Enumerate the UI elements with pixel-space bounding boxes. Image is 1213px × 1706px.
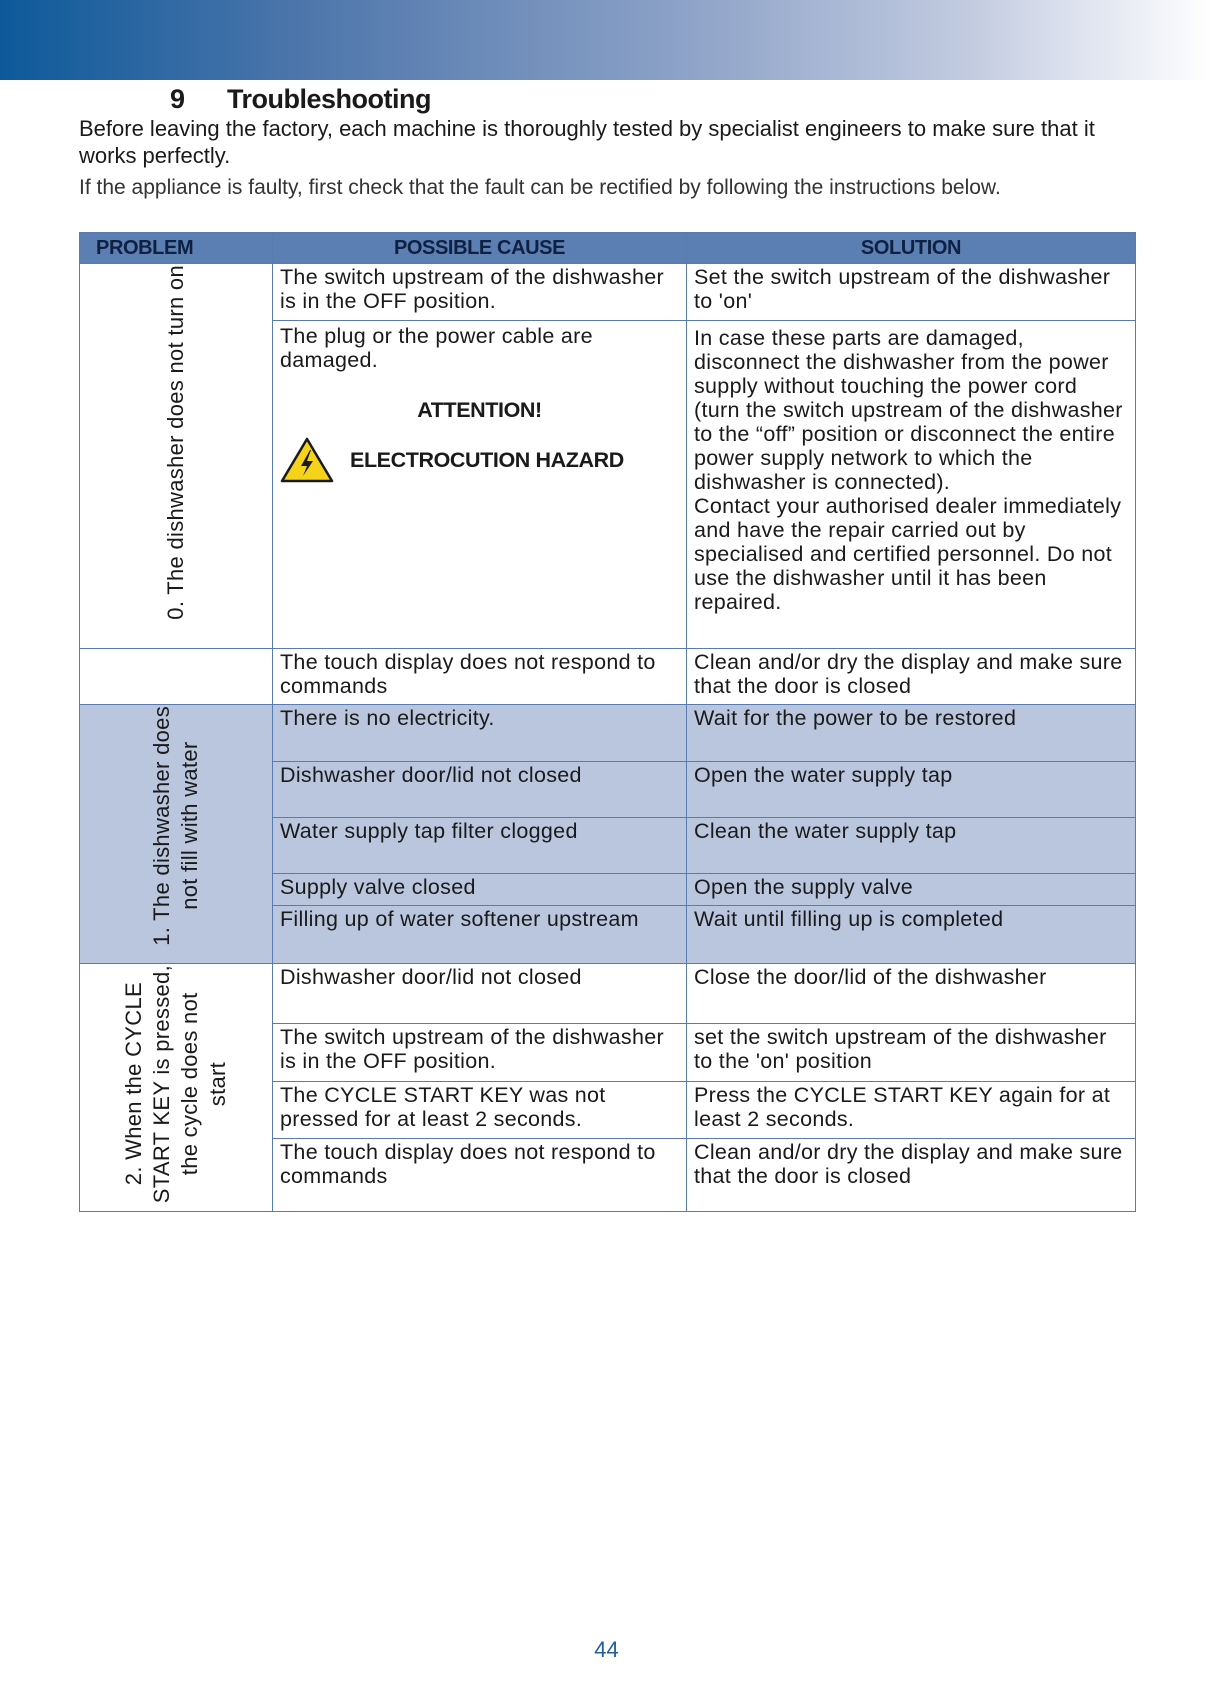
- cause-cell: Dishwasher door/lid not closed: [273, 762, 687, 818]
- cause-cell: Water supply tap filter clogged: [273, 818, 687, 874]
- solution-cell: Close the door/lid of the dishwasher: [687, 964, 1136, 1024]
- problem-label-2-line2: START KEY is pressed,: [149, 965, 174, 1204]
- header-problem: PROBLEM: [80, 233, 273, 264]
- header-solution: SOLUTION: [687, 233, 1136, 264]
- cause-cell: [273, 321, 687, 649]
- top-banner: [0, 0, 1213, 80]
- section-title: Troubleshooting: [227, 84, 431, 114]
- cause-cell: The touch display does not respond to commands: [273, 649, 687, 705]
- problem-cell-0: [80, 264, 273, 649]
- section-heading: [170, 84, 431, 115]
- problem-cell-1: [80, 705, 273, 964]
- cause-cell: Filling up of water softener upstream: [273, 906, 687, 964]
- electric-hazard-warning-icon: [280, 436, 334, 484]
- problem-label-2-line1: 2. When the CYCLE: [121, 982, 146, 1186]
- troubleshooting-table: [79, 232, 1136, 1212]
- problem-cell-2: [80, 964, 273, 1212]
- section-number: 9: [170, 84, 185, 114]
- header-cause: POSSIBLE CAUSE: [273, 233, 687, 264]
- hazard-warning: [280, 436, 679, 484]
- problem-label-2: [120, 965, 232, 1203]
- table-header-row: [80, 233, 1136, 264]
- solution-cell: Open the water supply tap: [687, 762, 1136, 818]
- problem-cell-empty: [80, 649, 273, 705]
- intro-paragraph: Before leaving the factory, each machine is thoroughly tested by specialist engineers to make sure that it works perfectly.: [79, 116, 1095, 168]
- cause-cell: There is no electricity.: [273, 705, 687, 762]
- solution-cell: Wait for the power to be restored: [687, 705, 1136, 762]
- cause-cell: Dishwasher door/lid not closed: [273, 964, 687, 1024]
- table-row: [80, 264, 1136, 321]
- cause-text: The plug or the power cable are damaged.: [280, 324, 593, 372]
- problem-label-1-line2: not fill with water: [177, 741, 202, 911]
- cause-cell: Supply valve closed: [273, 874, 687, 906]
- attention-label: ATTENTION!: [417, 398, 542, 422]
- cause-cell: The touch display does not respond to commands: [273, 1139, 687, 1212]
- solution-cell: Open the supply valve: [687, 874, 1136, 906]
- page-number: 44: [594, 1637, 619, 1662]
- solution-cell: set the switch upstream of the dishwasher to the 'on' position: [687, 1024, 1136, 1082]
- problem-label-0: 0. The dishwasher does not turn on: [163, 265, 188, 620]
- solution-cell: [687, 321, 1136, 649]
- problem-label-1: [148, 706, 204, 946]
- hazard-label: ELECTROCUTION HAZARD: [350, 448, 624, 472]
- solution-cell: Clean and/or dry the display and make sure that the door is closed: [687, 1139, 1136, 1212]
- cause-cell: The switch upstream of the dishwasher is in the OFF position.: [273, 1024, 687, 1082]
- problem-label-1-line1: 1. The dishwasher does: [149, 706, 174, 946]
- solution-text: In case these parts are damaged, disconnect the dishwasher from the power supply without touching the power cord (turn the switch upstream of the dishwasher to the “off” position or disconnect the entire power supply network to which the dishwasher is connected).: [694, 326, 1123, 494]
- solution-cell: Wait until filling up is completed: [687, 906, 1136, 964]
- solution-text-contact: Contact your authorised dealer immediately and have the repair carried out by specialised and certified personnel. Do not use the dishwasher until it has been repaired.: [694, 494, 1122, 614]
- cause-cell: The switch upstream of the dishwasher is in the OFF position.: [273, 264, 687, 321]
- cause-cell: The CYCLE START KEY was not pressed for at least 2 seconds.: [273, 1082, 687, 1139]
- problem-label-2-line3: the cycle does not: [177, 992, 202, 1176]
- solution-cell: Set the switch upstream of the dishwasher to 'on': [687, 264, 1136, 321]
- solution-cell: Press the CYCLE START KEY again for at least 2 seconds.: [687, 1082, 1136, 1139]
- problem-label-2-line4: start: [205, 1061, 230, 1107]
- solution-cell: Clean the water supply tap: [687, 818, 1136, 874]
- table-row: [80, 964, 1136, 1024]
- solution-cell: Clean and/or dry the display and make sure that the door is closed: [687, 649, 1136, 705]
- table-row: [80, 705, 1136, 762]
- intro-instructions: If the appliance is faulty, first check that the fault can be rectified by following the instructions below.: [79, 176, 1001, 199]
- table-row: [80, 649, 1136, 705]
